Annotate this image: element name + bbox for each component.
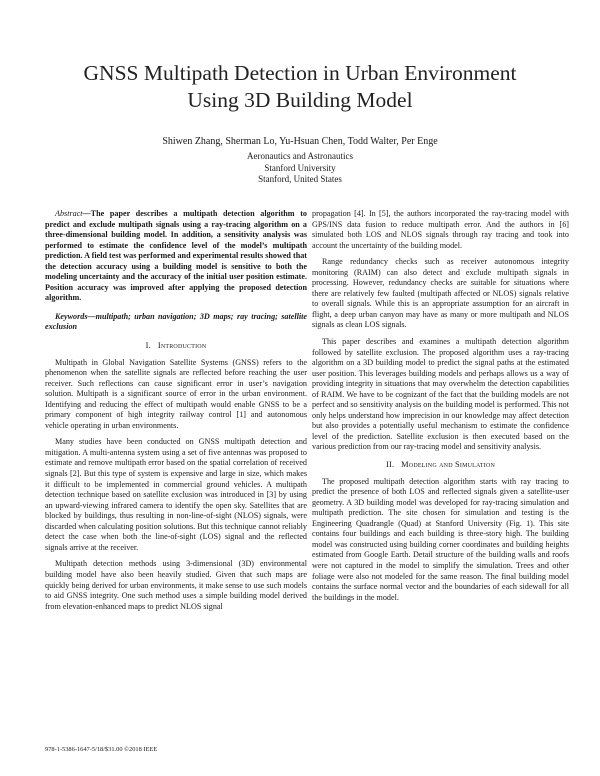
affiliation-line: Aeronautics and Astronautics — [247, 151, 353, 161]
paper-title — [0, 60, 600, 114]
abstract — [45, 209, 307, 304]
affiliation-line: Stanford University — [264, 162, 336, 173]
paragraph: Multipath in Global Navigation Satellite Systems (GNSS) refers to the phenomenon when the satellite signals are reflected before reaching the user receiver. Such reflections can cause significant error in user’s navigation solution. Multipath is a significant source of error in the urban environment. Identifying and reducing the effect of multipath would enable GNSS to be a primary component of high integrity railway control [1] and autonomous vehicle operating in urban environments. — [45, 357, 307, 430]
left-column — [45, 209, 307, 618]
section-heading-introduction — [45, 341, 307, 352]
abstract-body: —The paper describes a multipath detection algorithm to predict and exclude multipath signals using a ray-tracing algorithm on a three-dimensional building model. In addition, a sensitivity analysis was performed to estimate the confidence level of the model’s multipath prediction. A field test was performed and experimental results showed that the detection accuracy using a building model is sensitive to both the modeling uncertainty and the accuracy of the initial user position estimate. Position accuracy was improved after applying the proposed detection algorithm. — [45, 209, 307, 303]
copyright-footer: 978-1-5386-1647-5/18/$31.00 ©2018 IEEE — [45, 746, 158, 753]
title-line-2: Using 3D Building Model — [187, 88, 413, 112]
author-list: Shiwen Zhang, Sherman Lo, Yu-Hsuan Chen, Todd Walter, Per Enge — [162, 136, 438, 147]
section-title: Introduction — [157, 341, 207, 351]
right-column — [312, 209, 569, 609]
paragraph: The proposed multipath detection algorithm starts with ray tracing to predict the presence of both LOS and reflected signals given a satellite-user geometry. A 3D building model was developed for ray-tracing simulation and multipath prediction. The site chosen for simulation and testing is the Engineering Quadrangle (Quad) at Stanford University (Fig. 1). This site contains four buildings and each building is three-story high. The building model was constructed using building corner coordinates and building heights estimated from Google Earth. Detail structure of the building walls and roofs were not captured in the model to simplify the simulation. Trees and other foliage were also not modeled for the same reason. The final building model contains the surface normal vector and the boundaries of each sidewall for all the buildings in the model. — [312, 476, 569, 602]
title-line-1: GNSS Multipath Detection in Urban Environment — [83, 61, 517, 85]
paragraph: Multipath detection methods using 3-dimensional (3D) environmental building model have also been heavily studied. Given that such maps are quickly being derived for urban environments, it make sense to use such models to aid GNSS integrity. One such method uses a simple building model derived from elevation-enhanced maps to predict NLOS signal — [45, 559, 307, 611]
affiliation-line: Stanford, United States — [258, 174, 342, 185]
keywords: Keywords—multipath; urban navigation; 3D maps; ray tracing; satellite exclusion — [45, 311, 307, 332]
section-title: Modeling and Simulation — [401, 460, 496, 470]
affiliation — [0, 151, 600, 186]
section-number: II. — [385, 460, 395, 470]
paragraph: Many studies have been conducted on GNSS multipath detection and mitigation. A multi-antenna system using a set of five antennas was proposed to estimate and remove multipath error based on the spatial correlation of received signals [2]. But this type of system is expensive and large in size, which makes it difficult to be implemented in commercial ground vehicles. A multipath detection technique based on satellite exclusion was introduced in [3] by using an upward-viewing infrared camera to identify the open sky. Satellites that are blocked by buildings, thus resulting in non-line-of-sight (NLOS) signals, were discarded when calculating position solutions. But this technique cannot reliably detect the case when both the line-of-sight (LOS) signal and the reflected signals arrive at the receiver. — [45, 437, 307, 552]
section-heading-modeling — [312, 460, 569, 471]
section-number: I. — [145, 341, 151, 351]
abstract-lead: Abstract — [55, 209, 83, 218]
paragraph: propagation [4]. In [5], the authors incorporated the ray-tracing model with GPS/INS data fusion to reduce multipath error. And the authors in [6] simulated both LOS and NLOS signals through ray tracing and took into account the uncertainty of the building model. — [312, 209, 569, 250]
paragraph: This paper describes and examines a multipath detection algorithm followed by satellite exclusion. The proposed algorithm uses a ray-tracing algorithm on a 3D building model to predict the signal paths at the estimated user position. This leverages building models and perhaps allows us a way of providing integrity in situations that may overwhelm the detection capabilities of RAIM. We have to be cognizant of the fact that the building models are not perfect and so sensitivity analysis on the building model is performed. This not only helps understand how imprecision in our knowledge may affect detection but also provides a potentially useful mechanism to estimate the confidence level of the prediction. Satellite exclusion is then executed based on the various prediction from our ray-tracing model and sensitivity analysis. — [312, 337, 569, 452]
paragraph: Range redundancy checks such as receiver autonomous integrity monitoring (RAIM) can also detect and exclude multipath signals in processing. However, redundancy checks are suitable for situations where there are relatively few faulted (multipath affected or NLOS) signals relative to overall signals. While this is an appropriate assumption for an aircraft in flight, a deep urban canyon may have as many or more multipath and NLOS signals as clean LOS signals. — [312, 257, 569, 330]
